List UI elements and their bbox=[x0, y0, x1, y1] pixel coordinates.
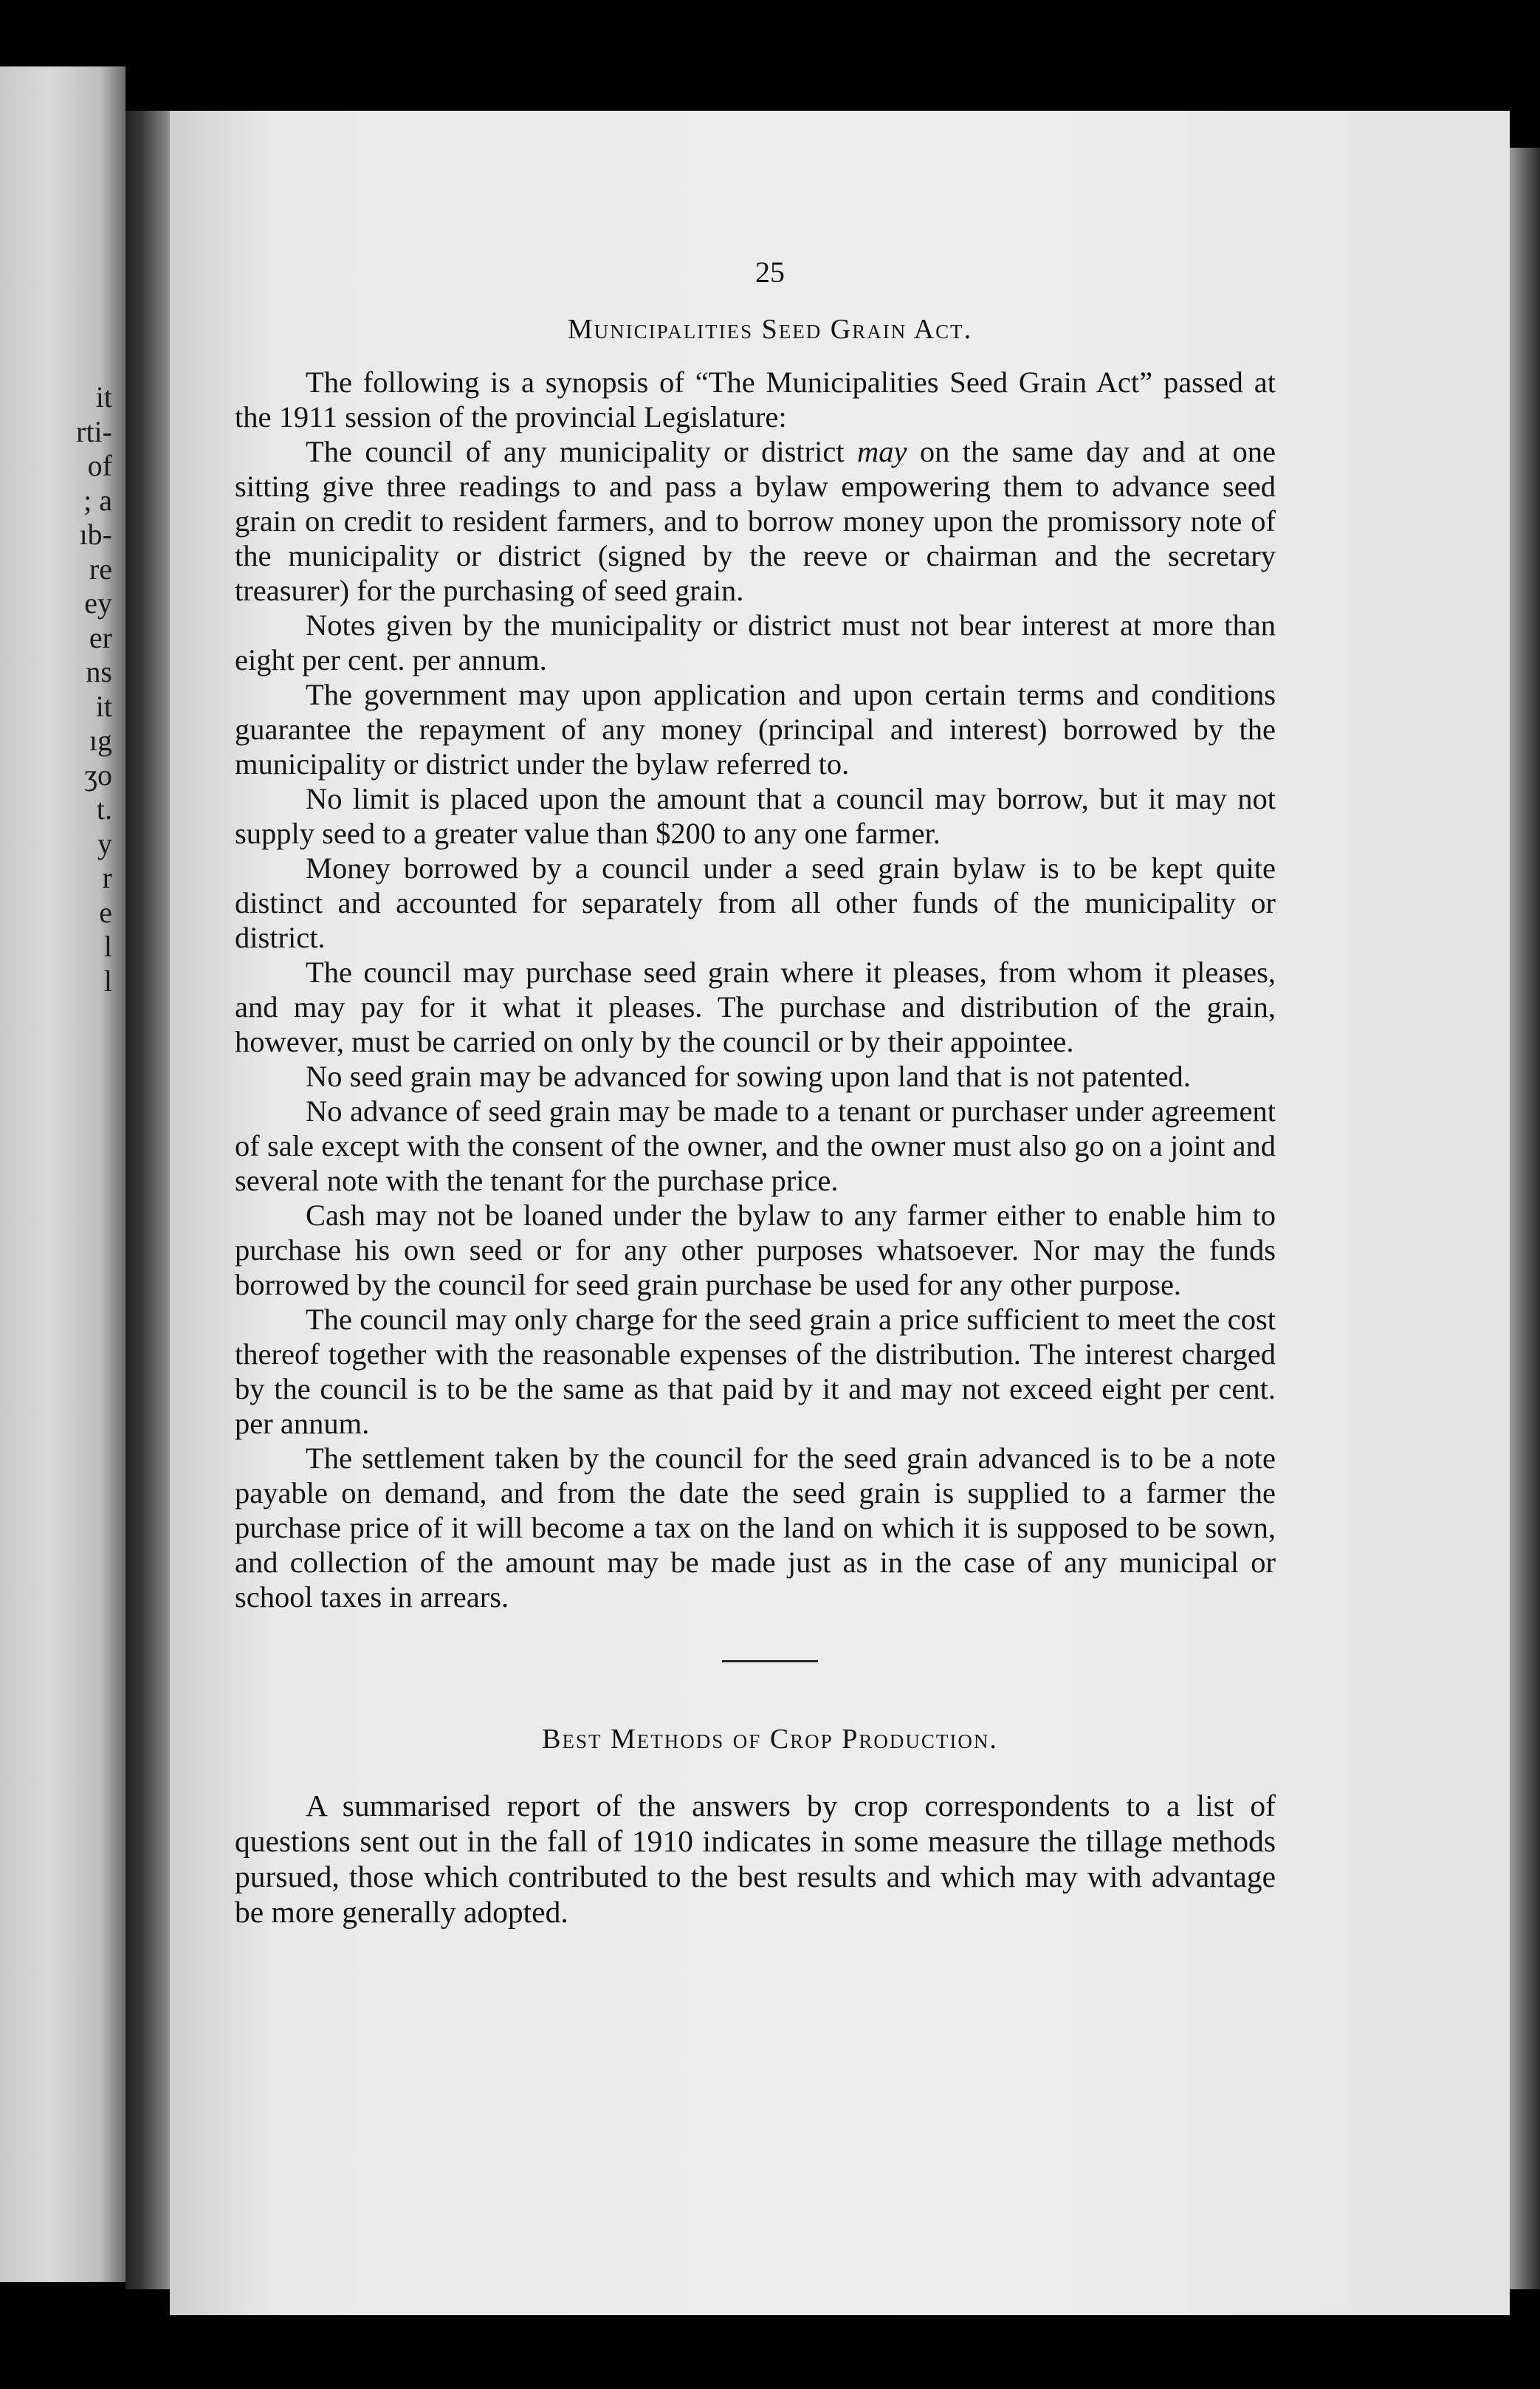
facing-page-fragment: ıg bbox=[89, 724, 112, 757]
facing-page-fragment: l bbox=[103, 930, 112, 963]
facing-page-fragment: ; a bbox=[83, 483, 112, 517]
facing-page-fragment: it bbox=[95, 380, 112, 414]
paragraph: No advance of seed grain may be made to a tenant or purchaser under agreement of sale except with the consent of the owner, and the owner must also go on a joint and several note with the tenant for the purchase price. bbox=[235, 1094, 1276, 1197]
facing-page-fragment: rti- bbox=[76, 414, 112, 448]
facing-page bbox=[0, 66, 126, 2282]
section-title-crop-production: Best Methods of Crop Production. bbox=[542, 1724, 998, 1755]
facing-page-fragment: t. bbox=[96, 792, 112, 826]
facing-page-fragment: it bbox=[95, 689, 112, 723]
page-content bbox=[235, 255, 1276, 1930]
facing-page-fragment: y bbox=[97, 826, 112, 860]
facing-page-fragment: ıb- bbox=[79, 518, 112, 551]
page-number: 25 bbox=[755, 256, 785, 289]
paragraph: No limit is placed upon the amount that a council may borrow, but it may not supply seed to a greater value than $200 to any one farmer. bbox=[235, 782, 1276, 850]
paragraph: No seed grain may be advanced for sowing upon land that is not patented. bbox=[306, 1060, 1191, 1093]
section-divider bbox=[722, 1660, 818, 1662]
facing-page-fragment: ʒo bbox=[84, 758, 112, 792]
paragraph: The following is a synopsis of “The Municipalities Seed Grain Act” passed at the 1911 session of the provincial Legislature: bbox=[235, 366, 1276, 433]
facing-page-fragment: of bbox=[87, 449, 112, 482]
facing-page-fragment: e bbox=[99, 895, 112, 929]
paragraph: The council may only charge for the seed grain a price sufficient to meet the cost thereof together with the reasonable expenses of the distribution. The interest charged by the council is to be the same as that paid by it and may not exceed eight per cent. per annum. bbox=[235, 1303, 1276, 1440]
facing-page-fragment: ey bbox=[84, 586, 112, 620]
paragraph: The settlement taken by the council for the seed grain advanced is to be a note payable on demand, and from the date the seed grain is supplied to a farmer the purchase price of it will become a tax on the land on which it is supposed to be sown, and collection of the amount may be made just as in the case of any municipal or school taxes in arrears. bbox=[235, 1442, 1276, 1614]
facing-page-fragment: re bbox=[89, 552, 112, 586]
facing-page-fragment: er bbox=[89, 620, 112, 654]
facing-page-text bbox=[76, 380, 112, 998]
paragraph: Notes given by the municipality or district must not bear interest at more than eight per cent. per annum. bbox=[235, 609, 1276, 676]
emphasis-may: may bbox=[856, 435, 907, 468]
paragraph: A summarised report of the answers by crop correspondents to a list of questions sent out in the fall of 1910 indicates in some measure the tillage methods pursued, those which contributed to the best results and which may with advantage be more generally adopted. bbox=[235, 1789, 1276, 1929]
paragraph: The government may upon application and upon certain terms and conditions guarantee the repayment of any money (principal and interest) borrowed by the municipality or district under the bylaw referred to. bbox=[235, 678, 1276, 781]
facing-page-fragment: l bbox=[103, 964, 112, 998]
paragraph: The council may purchase seed grain where it pleases, from whom it pleases, and may pay for it what it pleases. The purchase and distribution of the grain, however, must be carried on only by the council or by their appointee. bbox=[235, 956, 1276, 1058]
page-edge-shadow bbox=[1510, 148, 1540, 2289]
paragraph: Cash may not be loaned under the bylaw to any farmer either to enable him to purchase his own seed or for any other purposes whatsoever. Nor may the funds borrowed by the council for seed grain purchase be used for any other purpose. bbox=[235, 1199, 1276, 1301]
section-title-seed-grain-act: Municipalities Seed Grain Act. bbox=[567, 314, 973, 345]
paragraph: Money borrowed by a council under a seed grain bylaw is to be kept quite distinct and accounted for separately from all other funds of the municipality or district. bbox=[235, 851, 1276, 954]
paragraph-council-bylaw: The council of any municipality or district may on the same day and at one sitting give three readings to and pass a bylaw empowering them to advance seed grain on credit to resident farmers, and to borrow money upon the promissory note of the municipality or district (signed by the reeve or chairman and the secretary treasurer) for the purchasing of seed grain. bbox=[235, 435, 1276, 607]
facing-page-fragment: ns bbox=[86, 655, 112, 688]
facing-page-fragment: r bbox=[102, 861, 112, 894]
